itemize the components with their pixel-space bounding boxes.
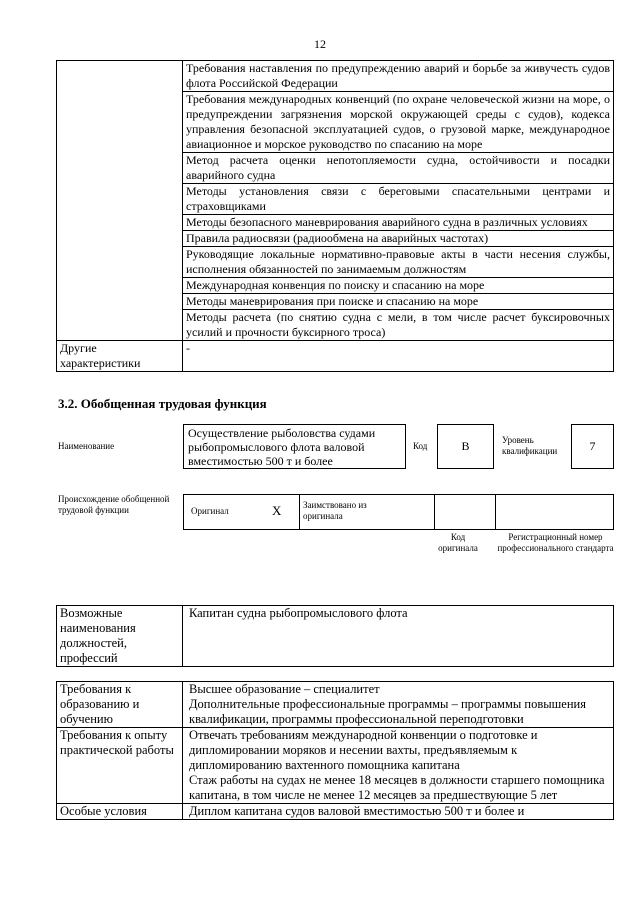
education-label: Требования к образованию и обучению: [57, 682, 183, 728]
knowledge-item: Правила радиосвязи (радиообмена на аварийных частотах): [183, 231, 614, 247]
requirements-table: [56, 681, 614, 820]
registration-number-cell: [495, 495, 613, 529]
knowledge-item: Методы маневрирования при поиске и спасанию на море: [183, 294, 614, 310]
registration-number-caption: Регистрационный номер профессионального стандарта: [497, 532, 614, 553]
original-code-cell: [434, 495, 496, 529]
education-line: Дополнительные профессиональные программы – программы повышения квалификации, программы профессиональной переподготовки: [189, 697, 586, 726]
qualification-level-box: 7: [571, 424, 614, 469]
experience-label: Требования к опыту практической работы: [57, 728, 183, 804]
origin-label: Происхождение обобщенной трудовой функции: [58, 494, 170, 515]
table-row: [57, 606, 614, 667]
special-conditions-value: Диплом капитана судов валовой вместимостью 500 т и более и: [183, 804, 614, 820]
positions-table: [56, 605, 614, 667]
qualification-level-label: Уровень квалификации: [502, 435, 558, 456]
knowledge-label-cell: [57, 61, 183, 341]
original-code-caption: Код оригинала: [438, 532, 478, 553]
table-row: [57, 682, 614, 728]
borrowed-cell: [299, 495, 435, 529]
experience-line: Стаж работы на судах не менее 18 месяцев в должности старшего помощника капитана, в том числе не менее 12 месяцев за предшествующие 5 лет: [189, 773, 605, 802]
positions-label: Возможные наименования должностей, профессий: [57, 606, 183, 667]
experience-line: Отвечать требованиям международной конвенции о подготовке и дипломировании моряков и несении вахты, предъявляемым к дипломированию вахтенного помощника капитана: [189, 728, 538, 772]
other-characteristics-label: Другие характеристики: [57, 341, 183, 372]
knowledge-item: Методы безопасного маневрирования аварийного судна в различных условиях: [183, 215, 614, 231]
education-value: [183, 682, 614, 728]
borrowed-label: Заимствовано из оригинала: [303, 500, 367, 521]
knowledge-table: [56, 60, 614, 372]
table-row: [57, 341, 614, 372]
special-conditions-label: Особые условия: [57, 804, 183, 820]
origin-table: [183, 494, 614, 530]
knowledge-item: Международная конвенция по поиску и спасанию на море: [183, 278, 614, 294]
original-mark: X: [272, 503, 282, 518]
other-characteristics-value: -: [183, 341, 614, 372]
positions-value: Капитан судна рыбопромыслового флота: [183, 606, 614, 667]
function-code-box: B: [437, 424, 494, 469]
experience-value: [183, 728, 614, 804]
function-name-box: Осуществление рыболовства судами рыбопромыслового флота валовой вместимостью 500 т и более: [183, 424, 406, 469]
knowledge-item: Требования международных конвенций (по охране человеческой жизни на море, о предупреждении загрязнения морской окружающей среды с судов), кодекса управления безопасной эксплуатацией судов, о грузовой марке, международное авиационное и морское руководство по спасанию на море: [183, 92, 614, 153]
knowledge-item: Метод расчета оценки непотопляемости судна, остойчивости и посадки аварийного судна: [183, 153, 614, 184]
table-row: [57, 61, 614, 92]
code-label: Код: [413, 441, 428, 451]
original-cell: [184, 495, 300, 529]
knowledge-item: Требования наставления по предупреждению аварий и борьбе за живучесть судов флота Российской Федерации: [183, 61, 614, 92]
table-row: [57, 804, 614, 820]
education-line: Высшее образование – специалитет: [189, 682, 380, 696]
knowledge-item: Методы установления связи с береговыми спасательными центрами и страховщиками: [183, 184, 614, 215]
knowledge-item: Руководящие локальные нормативно-правовые акты в части несения службы, исполнения обязанностей по занимаемым должностям: [183, 247, 614, 278]
original-label: Оригинал: [191, 506, 229, 516]
table-row: [57, 728, 614, 804]
page-number: 12: [314, 37, 326, 51]
section-heading: 3.2. Обобщенная трудовая функция: [58, 396, 267, 411]
knowledge-item: Методы расчета (по снятию судна с мели, в том числе расчет буксировочных усилий и прочности буксирного троса): [183, 310, 614, 341]
name-label: Наименование: [58, 441, 115, 451]
